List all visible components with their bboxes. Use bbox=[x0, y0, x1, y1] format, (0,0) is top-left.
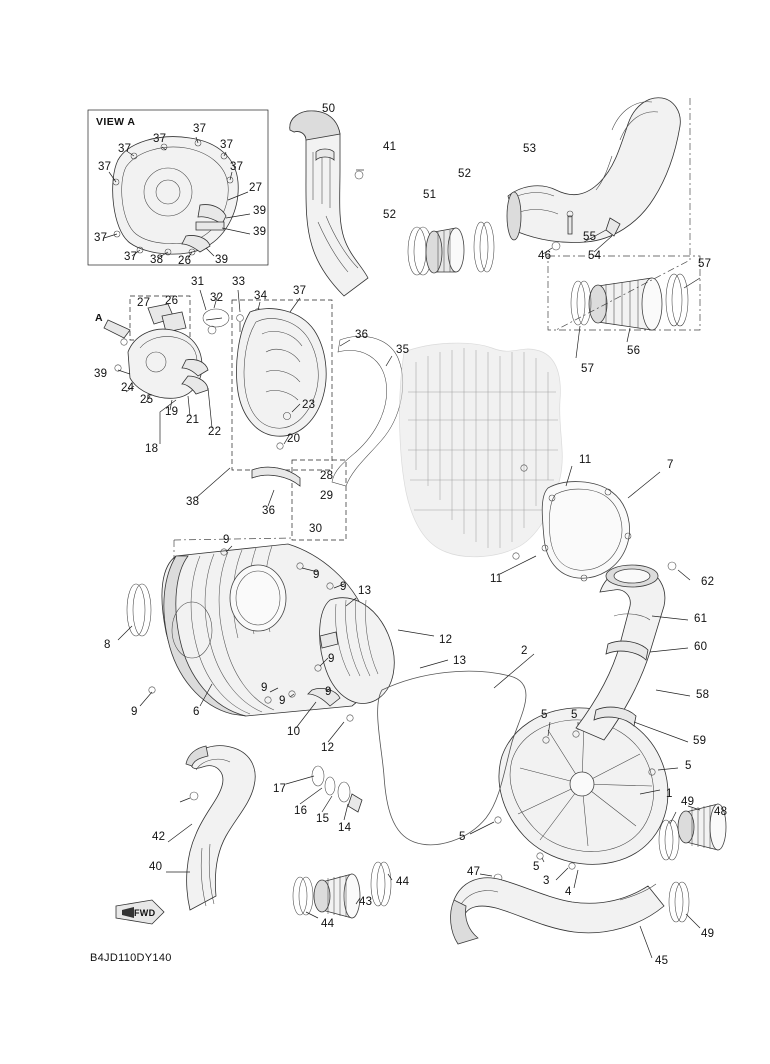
air-duct-40 bbox=[166, 746, 255, 910]
callout-2: 2 bbox=[521, 645, 528, 657]
callout-57a: 57 bbox=[698, 258, 712, 270]
callout-43: 43 bbox=[359, 896, 373, 908]
callout-13a: 13 bbox=[358, 585, 372, 597]
callout-59: 59 bbox=[693, 735, 707, 747]
callout-26a: 26 bbox=[178, 255, 192, 267]
callout-44a: 44 bbox=[396, 876, 410, 888]
callout-8: 8 bbox=[104, 639, 111, 651]
callout-39d: 39 bbox=[94, 368, 108, 380]
callout-44b: 44 bbox=[321, 918, 335, 930]
callout-14: 14 bbox=[338, 822, 352, 834]
callout-40: 40 bbox=[149, 861, 163, 873]
callout-62: 62 bbox=[701, 576, 715, 588]
callout-23: 23 bbox=[302, 399, 316, 411]
callout-52b: 52 bbox=[383, 209, 397, 221]
callout-52a: 52 bbox=[458, 168, 472, 180]
callout-9g: 9 bbox=[325, 686, 332, 698]
callout-38b: 38 bbox=[186, 496, 200, 508]
callout-9d: 9 bbox=[328, 653, 335, 665]
callout-9f: 9 bbox=[279, 695, 286, 707]
callout-56: 56 bbox=[627, 345, 641, 357]
callout-27b: 27 bbox=[137, 297, 151, 309]
left-cover-assembly bbox=[104, 290, 403, 540]
callout-54: 54 bbox=[588, 250, 602, 262]
callout-36b: 36 bbox=[262, 505, 276, 517]
cvt-housing-6 bbox=[118, 544, 448, 742]
callout-22: 22 bbox=[208, 426, 222, 438]
callout-29: 29 bbox=[320, 490, 334, 502]
callout-16: 16 bbox=[294, 805, 308, 817]
callout-37d: 37 bbox=[220, 139, 234, 151]
view-a-title: VIEW A bbox=[96, 116, 136, 128]
callout-10: 10 bbox=[287, 726, 301, 738]
callout-5b: 5 bbox=[571, 709, 578, 721]
callout-31: 31 bbox=[191, 276, 205, 288]
callout-37a: 37 bbox=[118, 143, 132, 155]
callout-1: 1 bbox=[666, 788, 673, 800]
callout-51: 51 bbox=[423, 189, 437, 201]
callout-9c: 9 bbox=[340, 581, 347, 593]
callout-45: 45 bbox=[655, 955, 669, 967]
callout-49a: 49 bbox=[681, 796, 695, 808]
engine-block-reference bbox=[400, 343, 563, 557]
callout-37g: 37 bbox=[94, 232, 108, 244]
callout-46: 46 bbox=[538, 250, 552, 262]
callout-57b: 57 bbox=[581, 363, 595, 375]
callout-11a: 11 bbox=[579, 454, 592, 466]
callout-4: 4 bbox=[565, 886, 572, 898]
duct-43-44 bbox=[293, 862, 392, 918]
callout-20: 20 bbox=[287, 433, 301, 445]
callout-37b: 37 bbox=[153, 133, 167, 145]
part-code: B4JD110DY140 bbox=[90, 952, 172, 964]
callout-5a: 5 bbox=[541, 709, 548, 721]
callout-28: 28 bbox=[320, 470, 334, 482]
view-a-group bbox=[88, 110, 268, 265]
callout-61: 61 bbox=[694, 613, 708, 625]
callout-3: 3 bbox=[543, 875, 550, 887]
callout-9h: 9 bbox=[131, 706, 138, 718]
callout-37c: 37 bbox=[193, 123, 207, 135]
callout-27a: 27 bbox=[249, 182, 263, 194]
callout-37f: 37 bbox=[98, 161, 112, 173]
air-duct-45 bbox=[451, 875, 664, 958]
duct-56-57 bbox=[548, 256, 700, 358]
callout-48: 48 bbox=[714, 806, 728, 818]
callout-11b: 11 bbox=[490, 573, 503, 585]
callout-25: 25 bbox=[140, 394, 154, 406]
callout-60: 60 bbox=[694, 641, 708, 653]
callout-55: 55 bbox=[583, 231, 597, 243]
callout-13b: 13 bbox=[453, 655, 467, 667]
fwd-label: FWD bbox=[134, 908, 156, 918]
callout-47: 47 bbox=[467, 866, 481, 878]
callout-7: 7 bbox=[667, 459, 674, 471]
callout-53: 53 bbox=[523, 143, 537, 155]
callout-35: 35 bbox=[396, 344, 410, 356]
callout-19: 19 bbox=[165, 406, 179, 418]
clamps-51-52 bbox=[408, 222, 494, 275]
callout-39b: 39 bbox=[253, 226, 267, 238]
callout-39a: 39 bbox=[253, 205, 267, 217]
callout-37e: 37 bbox=[230, 161, 244, 173]
callout-49b: 49 bbox=[701, 928, 715, 940]
callout-50: 50 bbox=[322, 103, 336, 115]
callout-26b: 26 bbox=[165, 295, 179, 307]
callout-34: 34 bbox=[254, 290, 268, 302]
callout-37i: 37 bbox=[293, 285, 307, 297]
callout-39c: 39 bbox=[215, 254, 229, 266]
callout-24: 24 bbox=[121, 382, 135, 394]
callout-42: 42 bbox=[152, 831, 166, 843]
callout-17: 17 bbox=[273, 783, 287, 795]
callout-9b: 9 bbox=[313, 569, 320, 581]
callout-12b: 12 bbox=[321, 742, 335, 754]
duct-48-49 bbox=[659, 804, 726, 928]
callout-6: 6 bbox=[193, 706, 200, 718]
callout-33: 33 bbox=[232, 276, 246, 288]
callout-41: 41 bbox=[383, 141, 397, 153]
callout-9e: 9 bbox=[261, 682, 268, 694]
callout-58: 58 bbox=[696, 689, 710, 701]
callout-21: 21 bbox=[186, 414, 200, 426]
callout-36a: 36 bbox=[355, 329, 369, 341]
callout-30: 30 bbox=[309, 523, 323, 535]
callout-5e: 5 bbox=[533, 861, 540, 873]
view-a-marker: A bbox=[95, 312, 103, 324]
callout-5d: 5 bbox=[459, 831, 466, 843]
air-duct-50 bbox=[290, 111, 368, 296]
callout-38a: 38 bbox=[150, 254, 164, 266]
callout-9a: 9 bbox=[223, 534, 230, 546]
callout-18: 18 bbox=[145, 443, 159, 455]
intake-duct-58 bbox=[576, 562, 690, 742]
callout-5c: 5 bbox=[685, 760, 692, 772]
callout-37h: 37 bbox=[124, 251, 138, 263]
callout-32: 32 bbox=[210, 292, 224, 304]
callout-15: 15 bbox=[316, 813, 330, 825]
callout-12a: 12 bbox=[439, 634, 453, 646]
